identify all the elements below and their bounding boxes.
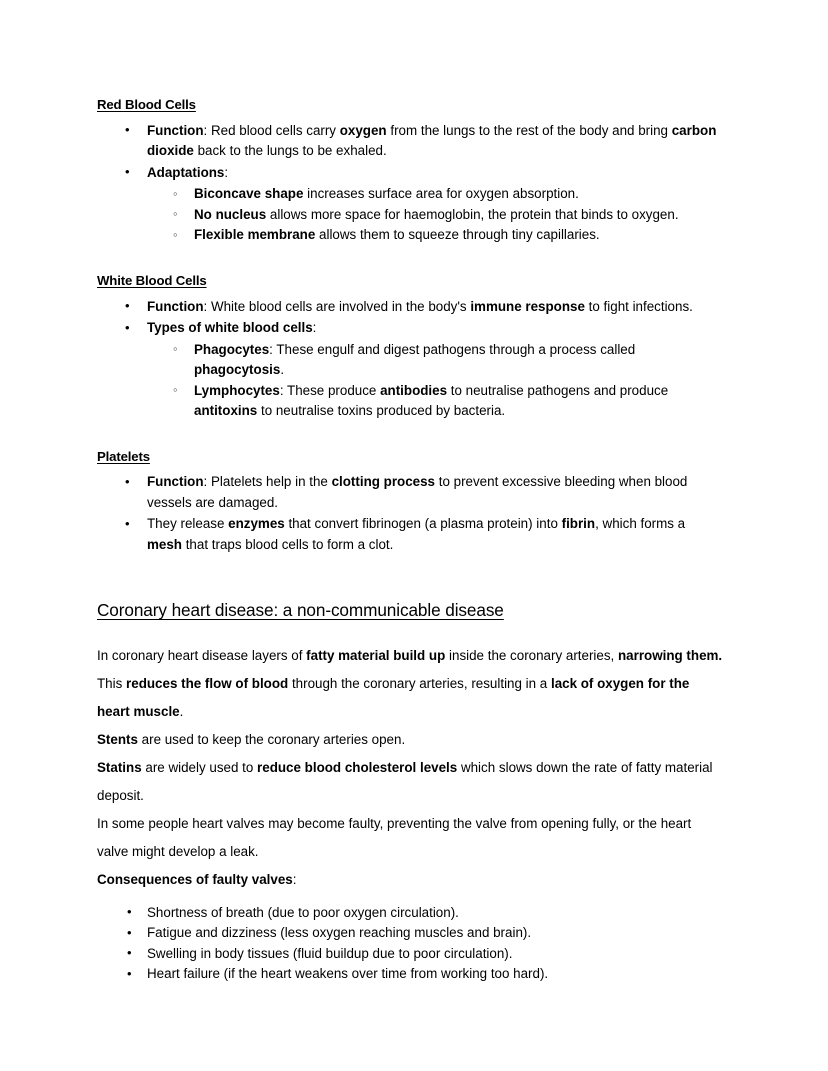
main-heading: Coronary heart disease: a non-communicable disease [97,600,504,621]
bold-text: Function [147,474,204,490]
bold-text: Biconcave shape [194,186,304,202]
bold-text: enzymes [228,516,285,532]
list-item: • They release enzymes that convert fibrinogen (a plasma protein) into fibrin, which forms a mesh that traps blood cells to form a clot. [97,514,723,555]
bold-text: Lymphocytes [194,382,280,398]
bold-text: Statins [97,759,142,775]
section-list [97,121,723,246]
bold-text: Phagocytes [194,341,270,357]
section-list [97,472,723,555]
list-item-sub: ◦ Flexible membrane allows them to squeeze through tiny capillaries. [97,225,723,246]
body-paragraphs [97,642,723,866]
notes-section [97,96,723,246]
bold-text: reduce blood cholesterol levels [257,759,458,775]
notes-sections [97,96,723,555]
bold-text: narrowing them. [617,647,723,663]
bold-text: Function [147,122,204,138]
bold-text: lack of oxygen for the heart muscle [97,675,690,719]
list-item: • Function: White blood cells are involved in the body's immune response to fight infections. [97,297,723,318]
bold-text: fibrin [561,516,596,532]
bold-text: Function [147,298,204,314]
notes-section [97,448,723,556]
notes-section [97,272,723,422]
section-heading: Platelets [97,448,150,464]
section-heading: White Blood Cells [97,272,207,288]
paragraph: In coronary heart disease layers of fatty material build up inside the coronary arteries, narrowing them. This reduces the flow of blood through the coronary arteries, resulting in a lack of oxygen for the heart muscle. [97,647,723,719]
list-item: • Adaptations: [97,163,723,184]
bold-text: No nucleus [194,206,267,222]
paragraph: In some people heart valves may become faulty, preventing the valve from opening fully, or the heart valve might develop a leak. [97,815,692,859]
bold-text: antitoxins [194,403,258,419]
bold-text: Stents [97,731,138,747]
bold-text: immune response [470,298,585,314]
list-item-sub: ◦ No nucleus allows more space for haemoglobin, the protein that binds to oxygen. [97,205,723,226]
bold-text: phagocytosis [194,362,281,378]
bold-text: Adaptations [147,164,225,180]
list-item: • Shortness of breath (due to poor oxygen circulation). [97,903,723,924]
bold-text: antibodies [380,382,448,398]
bold-text: oxygen [339,122,387,138]
consequences-heading: Consequences of faulty valves: [97,871,297,887]
list-item: • Heart failure (if the heart weakens over time from working too hard). [97,964,723,985]
list-item: • Fatigue and dizziness (less oxygen reaching muscles and brain). [97,923,723,944]
bold-text: carbon dioxide [147,122,717,159]
section-heading: Red Blood Cells [97,97,196,112]
list-item-sub: ◦ Lymphocytes: These produce antibodies to neutralise pathogens and produce antitoxins to neutralise toxins produced by bacteria. [97,381,723,422]
list-item-sub: ◦ Biconcave shape increases surface area for oxygen absorption. [97,184,723,205]
bold-text: reduces the flow of blood [126,675,289,691]
list-item: • Swelling in body tissues (fluid buildup due to poor circulation). [97,944,723,965]
paragraph: Statins are widely used to reduce blood cholesterol levels which slows down the rate of fatty material deposit. [97,759,713,803]
bold-text: mesh [147,536,182,552]
bold-text: Types of white blood cells [147,320,313,336]
bold-text: Flexible membrane [194,227,316,243]
section-list [97,297,723,422]
bold-text: Consequences of faulty valves [97,871,293,887]
list-item: • Types of white blood cells: [97,318,723,339]
list-item: • Function: Platelets help in the clotting process to prevent excessive bleeding when blood vessels are damaged. [97,472,723,513]
bold-text: fatty material build up [306,647,446,663]
list-item-sub: ◦ Phagocytes: These engulf and digest pathogens through a process called phagocytosis. [97,340,723,381]
paragraph: Stents are used to keep the coronary arteries open. [97,731,406,747]
list-item: • Function: Red blood cells carry oxygen from the lungs to the rest of the body and bring carbon dioxide back to the lungs to be exhaled. [97,121,723,162]
consequences-list [97,903,723,985]
bold-text: clotting process [331,474,436,490]
